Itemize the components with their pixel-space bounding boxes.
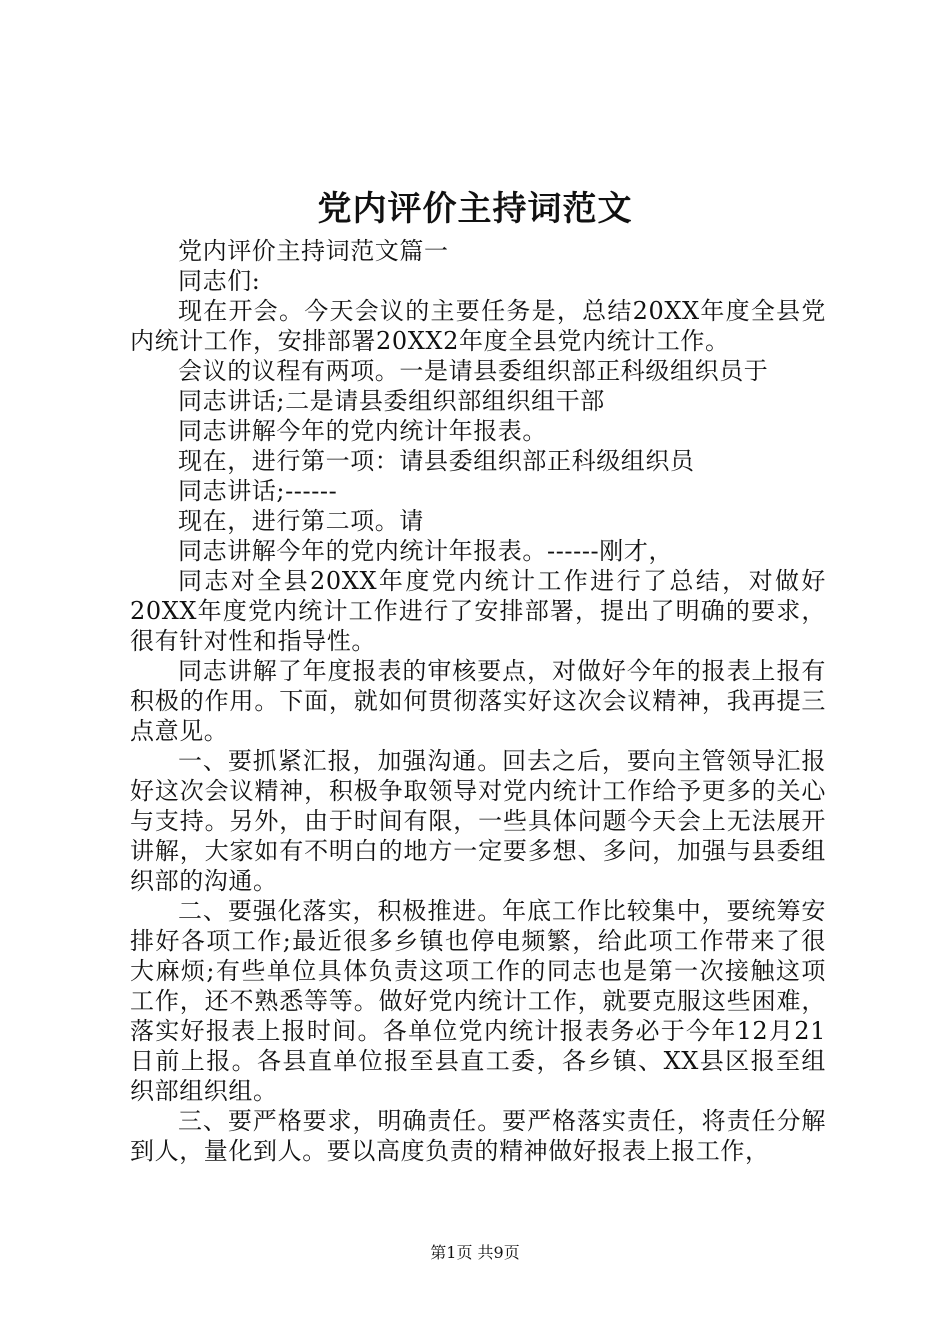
paragraph: 同志讲话;------ [178,477,338,505]
paragraph: 二、要强化落实，积极推进。年底工作比较集中，要统筹安排好各项工作;最近很多乡镇也停电频繁，给此项工作带来了很大麻烦;有些单位具体负责这项工作的同志也是第一次接触这项工作，还不熟悉等等。做好党内统计工作，就要克服这些困难，落实好报表上报时间。各单位党内统计报表务必于今年12月21日前上报。各县直单位报至县直工委，各乡镇、XX县区报至组织部组织组。 [130,897,826,1105]
paragraph-salutation: 同志们: [178,267,261,295]
paragraph: 同志对全县20XX年度党内统计工作进行了总结，对做好20XX年度党内统计工作进行了安排部署，提出了明确的要求，很有针对性和指导性。 [130,567,826,655]
document-body [130,236,826,1166]
paragraph: 现在，进行第二项。请 [178,507,424,535]
paragraph: 同志讲解今年的党内统计年报表。------刚才， [178,537,674,565]
paragraph: 现在开会。今天会议的主要任务是，总结20XX年度全县党内统计工作，安排部署20XX2年度全县党内统计工作。 [130,297,826,355]
page-footer: 第1页 共9页 [430,1243,520,1262]
paragraph: 三、要严格要求，明确责任。要严格落实责任，将责任分解到人，量化到人。要以高度负责的精神做好报表上报工作， [130,1107,826,1165]
paragraph: 同志讲话;二是请县委组织部组织组干部 [178,387,605,415]
paragraph: 一、要抓紧汇报，加强沟通。回去之后，要向主管领导汇报好这次会议精神，积极争取领导对党内统计工作给予更多的关心与支持。另外，由于时间有限，一些具体问题今天会上无法展开讲解，大家如有不明白的地方一定要多想、多问，加强与县委组织部的沟通。 [130,747,826,895]
document-title: 党内评价主持词范文 [317,189,633,229]
paragraph: 同志讲解了年度报表的审核要点，对做好今年的报表上报有积极的作用。下面，就如何贯彻落实好这次会议精神，我再提三点意见。 [130,657,826,745]
paragraph: 现在，进行第一项：请县委组织部正科级组织员 [178,447,695,475]
paragraph-heading: 党内评价主持词范文篇一 [178,237,449,265]
paragraph: 会议的议程有两项。一是请县委组织部正科级组织员于 [178,357,769,385]
paragraph: 同志讲解今年的党内统计年报表。 [178,417,547,445]
